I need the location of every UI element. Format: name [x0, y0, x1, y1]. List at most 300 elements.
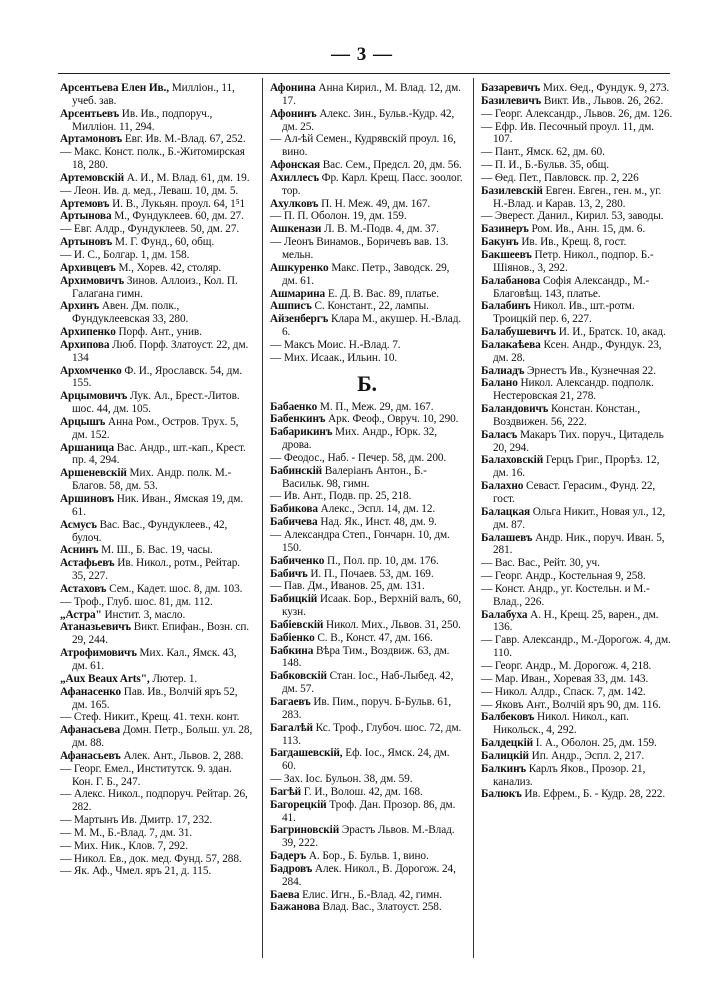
entry-details: — Макс. Конст. полк., Б.-Житомирская 18, 280. [60, 146, 245, 172]
entry-surname: Аснинъ [60, 544, 99, 557]
entry-details: Макс. Петр., Заводск. 29, дм. 61. [282, 261, 450, 287]
entry-details: Мих. Андр. полк. М.-Благов. 58, дм. 53. [72, 467, 232, 493]
entry-details: Кс. Троф., Глубоч. шос. 72, дм. 113. [282, 721, 462, 747]
directory-entry [60, 673, 254, 686]
directory-entry [270, 747, 464, 773]
directory-entry [481, 686, 675, 699]
directory-entry [270, 490, 464, 503]
entry-details: Алек. Ант., Львов. 2, 288. [120, 749, 244, 762]
directory-entry [481, 570, 675, 583]
entry-surname: Бабаенко [270, 400, 318, 413]
directory-entry [481, 788, 675, 801]
entry-surname: Балаховскiй [481, 454, 544, 467]
entry-details: Ник. Иван., Ямская 19, дм. 61. [72, 493, 244, 518]
directory-entry [481, 403, 675, 429]
entry-details: — Георг. Емел., Институтск. 9. здан. Кон. Г. Б., 247. [60, 762, 232, 788]
entry-details: — Пав. Дм., Иванов. 25, дм. 131. [270, 580, 425, 593]
directory-entry [60, 172, 254, 185]
entry-details: Вѣра Тим., Воздвиж. 63, дм. 148. [282, 644, 450, 670]
entry-details: А. Бор., Б. Бульв. 1, вино. [306, 850, 429, 863]
entry-surname: Афонинъ [270, 107, 317, 120]
directory-entry [270, 426, 464, 452]
directory-entry [60, 416, 254, 442]
directory-entry [481, 557, 675, 570]
entry-details: Никол. Мих., Львов. 31, 250. [323, 618, 461, 631]
entry-surname: Базинеръ [481, 223, 529, 236]
entry-surname: Бажанова [270, 901, 320, 914]
directory-entry [60, 647, 254, 673]
entry-surname: Артынова [60, 210, 112, 223]
entry-surname: Балюкъ [481, 788, 522, 801]
entry-details: М. П., Меж. 29, дм. 167. [317, 400, 434, 413]
directory-entry [60, 223, 254, 236]
entry-surname: Ашписъ [270, 300, 312, 313]
entry-details: Ив. Ив., Крещ. 8, гост. [518, 236, 627, 249]
entry-surname: Балано [481, 377, 518, 390]
directory-entry [270, 901, 464, 914]
entry-surname: Бакшеевъ [481, 248, 532, 261]
entry-surname: Багорецкiй [270, 798, 327, 811]
entry-details: Евг. Ив. М.-Влад. 67, 252. [122, 133, 246, 146]
directory-entry [481, 750, 675, 763]
directory-entry [481, 583, 675, 609]
entry-details: Герцъ Григ., Прорѣз. 12, дм. 16. [493, 454, 660, 480]
entry-details: Ип. Андр., Эспл. 2, 217. [528, 749, 645, 762]
entry-details: Вас. Вас., Фундуклеев., 42, булоч. [72, 518, 228, 544]
directory-entry [481, 223, 675, 236]
entry-details: Мих. Кал., Ямск. 43, дм. 61. [72, 647, 237, 672]
directory-entry [270, 503, 464, 516]
entry-surname: Асмусъ [60, 518, 97, 531]
entry-details: Анна Кирил., М. Влад. 12, дм. 17. [282, 82, 461, 107]
entry-surname: Архипенко [60, 326, 116, 339]
entry-details: — Феодос., Наб. - Печер. 58, дм. 200. [270, 451, 447, 464]
directory-entry [270, 632, 464, 645]
column-3 [481, 82, 675, 801]
directory-entry [60, 493, 254, 519]
directory-entry [270, 580, 464, 593]
entry-details: — Зах. Iос. Бульон. 38, дм. 59. [270, 773, 413, 786]
directory-entry [60, 275, 254, 301]
entry-details: — И. С., Болгар. 1, дм. 158. [60, 248, 190, 261]
entry-surname: „Aux Beaux Arts", [60, 672, 150, 685]
directory-entry [60, 365, 254, 391]
entry-surname: Аршиновъ [60, 493, 114, 505]
entry-details: Валерiанъ Антон., Б.-Васильк. 98, гимн. [282, 464, 427, 490]
directory-entry [60, 339, 254, 365]
directory-entry [481, 763, 675, 789]
entry-details: Влад. Вас., Златоуст. 258. [319, 901, 442, 914]
entry-details: — Александра Степ., Гончарн. 10, дм. 150. [270, 529, 450, 554]
entry-details: Миллiон., 11, учеб. зав. [72, 82, 235, 107]
entry-surname: Афанасьевъ [60, 749, 121, 762]
entry-details: Эрнестъ Ив., Кузнечная 22. [524, 364, 656, 377]
entry-details: А. И., М. Влад. 61, дм. 19. [124, 171, 250, 184]
directory-entry [60, 544, 254, 557]
entry-details: И. П., Почаев. 53, дм. 169. [307, 567, 434, 580]
entry-details: I. А., Оболон. 25, дм. 159. [533, 737, 657, 750]
entry-details: — Алекс. Никол., подпоруч. Рейтар. 26, 282. [60, 788, 248, 814]
directory-entry [481, 532, 675, 558]
entry-surname: Балабушевичъ [481, 326, 556, 339]
directory-entry [481, 699, 675, 712]
entry-details: — Як. Аф., Чмел. яръ 21, д. 115. [60, 865, 212, 878]
directory-entry [60, 827, 254, 840]
entry-details: Никол. Ив., шт.-ротм. Троицкiй пер. 6, 227. [493, 300, 635, 326]
entry-details: Клара М., акушер. Н.-Влад. 6. [282, 313, 462, 339]
directory-entry [60, 840, 254, 853]
directory-entry [481, 609, 675, 635]
entry-surname: Арсентьева Елен Ив., [60, 82, 169, 94]
directory-entry [60, 300, 254, 326]
directory-entry [60, 814, 254, 827]
directory-entry [270, 465, 464, 491]
entry-surname: Арцышъ [60, 415, 106, 428]
entry-surname: Балабуха [481, 608, 528, 621]
page-number: — 3 — [331, 44, 393, 65]
directory-entry [60, 236, 254, 249]
entry-details: — Ив. Ант., Подв. пр. 25, 218. [270, 490, 412, 503]
entry-details: Анна Ром., Остров. Трух. 5, дм. 152. [72, 415, 239, 441]
column-divider [262, 78, 263, 958]
entry-surname: Афонская [270, 159, 321, 172]
entry-details: Констан. Констан., Воздвижен. 56, 222. [493, 403, 641, 428]
entry-details: Инстит. 3, масло. [101, 608, 186, 621]
entry-details: Еф. Iос., Ямск. 24, дм. 60. [282, 747, 450, 773]
entry-details: П. Н. Меж. 49, дм. 167. [318, 197, 431, 210]
directory-entry [270, 133, 464, 159]
directory-entry [60, 557, 254, 583]
section-letter: Б. [357, 370, 377, 396]
directory-entry [60, 467, 254, 493]
entry-surname: Багѣй [270, 785, 302, 798]
entry-surname: Астаховъ [60, 582, 107, 595]
entry-details: М., Фундуклеев. 60, дм. 27. [111, 210, 244, 223]
directory-entry [60, 788, 254, 814]
directory-entry [481, 634, 675, 660]
entry-details: Викт. Епифан., Возн. сп. 29, 244. [72, 621, 250, 647]
entry-details: П., Пол. пр. 10, дм. 176. [324, 554, 439, 567]
directory-entry [270, 288, 464, 301]
entry-surname: Архинъ [60, 300, 100, 313]
entry-surname: Бабичъ [270, 567, 308, 580]
entry-details: Макаръ Тих. поруч., Цитадель 20, 294. [493, 428, 664, 454]
directory-entry [60, 596, 254, 609]
entry-details: Авен. Дм. полк., Фундуклеевская 33, 280. [72, 300, 189, 326]
entry-surname: Бабiевскiй [270, 618, 324, 631]
entry-surname: Бабичева [270, 516, 318, 529]
entry-surname: Балабанова [481, 274, 541, 287]
entry-surname: Айзенбергъ [270, 313, 329, 326]
directory-entry [270, 722, 464, 748]
directory-entry [60, 724, 254, 750]
entry-surname: Бабарикинъ [270, 426, 333, 439]
directory-entry [60, 609, 254, 622]
entry-details: — П. И., Б.-Бульв. 35, общ. [481, 159, 609, 172]
entry-details: С. Констант., 22, лампы. [311, 300, 429, 313]
entry-details: — М. М., Б.-Влад. 7, дм. 31. [60, 826, 193, 839]
entry-surname: Багдашевскiй, [270, 747, 343, 760]
directory-entry [60, 133, 254, 146]
entry-details: — Стеф. Никит., Крещ. 41. техн. конт. [60, 711, 240, 724]
directory-entry [60, 583, 254, 596]
directory-entry [60, 711, 254, 724]
entry-surname: Балдецкiй [481, 737, 534, 750]
entry-surname: „Астра" [60, 608, 102, 621]
directory-entry [481, 506, 675, 532]
entry-surname: Балакаѣева [481, 338, 541, 351]
directory-entry [60, 442, 254, 468]
entry-surname: Балкинъ [481, 762, 526, 775]
directory-entry [270, 824, 464, 850]
directory-entry [270, 339, 464, 352]
entry-surname: Бабиченко [270, 554, 325, 567]
entry-details: Арк. Феоф., Овруч. 10, 290. [325, 413, 459, 426]
entry-surname: Бакунъ [481, 236, 519, 249]
directory-entry [60, 763, 254, 789]
entry-details: Елис. Игн., Б.-Влад. 42, гимн. [299, 888, 442, 901]
entry-surname: Баласъ [481, 428, 518, 441]
directory-entry [481, 300, 675, 326]
directory-entry [481, 339, 675, 365]
entry-surname: Бабкина [270, 644, 314, 657]
entry-details: Алекс. Зин., Бульв.-Кудр. 42, дм. 25. [282, 107, 455, 133]
entry-details: Порф. Ант., унив. [115, 326, 202, 339]
entry-details: Андр. Ник., поруч. Иван. 5, 281. [493, 531, 665, 557]
entry-details: — Мих. Исаак., Ильин. 10. [270, 351, 398, 364]
directory-entry [60, 519, 254, 545]
entry-details: Л. В. М.-Подв. 4, дм. 37. [321, 223, 439, 236]
entry-details: — Троф., Глуб. шос. 81, дм. 112. [60, 595, 213, 608]
directory-entry [481, 95, 675, 108]
entry-surname: Ахиллесъ [270, 171, 319, 184]
entry-surname: Балбековъ [481, 711, 535, 724]
entry-surname: Ахулковъ [270, 197, 319, 210]
entry-surname: Базаревичъ [481, 82, 541, 94]
entry-details: — Ефр. Ив. Песочный проул. 11, дм. 107. [481, 120, 654, 146]
entry-details: Зинов. Аллоиз., Кол. П. Галагана гимн. [72, 274, 238, 300]
entry-details: Мих. Андр., Юрк. 32, дрова. [282, 426, 438, 452]
entry-details: Над. Як., Инст. 48, дм. 9. [317, 516, 437, 529]
directory-entry [270, 210, 464, 223]
directory-entry [481, 275, 675, 301]
directory-entry [270, 82, 464, 108]
entry-surname: Афонина [270, 82, 316, 94]
entry-details: Стан. Iос., Наб-Лыбед. 42, дм. 57. [282, 670, 454, 696]
directory-entry [481, 210, 675, 223]
column-1 [60, 82, 254, 878]
entry-details: Севаст. Герасим., Фунд. 22, гост. [493, 480, 656, 505]
entry-details: Сем., Кадет. шос. 8, дм. 103. [106, 582, 243, 595]
entry-details: Ив. Никол., ротм., Рейтар. 35, 227. [72, 557, 241, 583]
directory-entry [270, 108, 464, 134]
entry-surname: Атаназьевичъ [60, 621, 131, 634]
entry-surname: Артамоновъ [60, 133, 123, 146]
entry-details: Фр. Карл. Крещ. Пасс. зоолог. тор. [282, 171, 463, 197]
entry-details: — Ѳед. Пет., Павловск. пр. 2, 226 [481, 171, 639, 184]
directory-entry [270, 452, 464, 465]
entry-surname: Бабiенко [270, 631, 315, 644]
entry-surname: Багриновскiй [270, 824, 340, 837]
entry-details: Пав. Ив., Волчiй яръ 52, дм. 165. [72, 685, 238, 711]
entry-details: Ив. Пим., поруч. Б-Бульв. 61, 283. [282, 695, 452, 721]
directory-entry [270, 619, 464, 632]
directory-entry [60, 185, 254, 198]
entry-surname: Багалѣй [270, 721, 313, 734]
entry-surname: Афанасьева [60, 724, 121, 737]
directory-entry [481, 737, 675, 750]
entry-surname: Астафьевъ [60, 557, 115, 570]
entry-surname: Ашмарина [270, 287, 326, 300]
directory-entry [270, 401, 464, 414]
directory-entry [60, 108, 254, 134]
entry-details: Е. Д. В. Вас. 89, платье. [325, 287, 439, 300]
directory-entry [270, 300, 464, 313]
entry-surname: Бабинскiй [270, 464, 323, 477]
entry-details: — Евг. Алдр., Фундуклеев. 50, дм. 27. [60, 223, 240, 236]
directory-entry [481, 660, 675, 673]
directory-entry [270, 159, 464, 172]
directory-entry [60, 146, 254, 172]
entry-details: Исаак. Бор., Верхнiй валъ, 60, кузн. [282, 593, 462, 619]
entry-details: Домн. Петр., Больш. ул. 28, дм. 88. [72, 724, 253, 750]
entry-surname: Бабикова [270, 503, 318, 516]
directory-entry [60, 390, 254, 416]
directory-entry [481, 454, 675, 480]
column-2 [270, 82, 464, 914]
directory-entry [270, 413, 464, 426]
entry-surname: Атрофимовичъ [60, 647, 137, 660]
directory-entry [481, 429, 675, 455]
entry-surname: Балашевъ [481, 531, 533, 544]
entry-details: — Георг. Андр., Костельная 9, 258. [481, 570, 646, 583]
directory-entry [60, 750, 254, 763]
entry-surname: Арсентьевъ [60, 107, 120, 120]
entry-details: Карлъ Яков., Прозор. 21, канализ. [493, 762, 646, 788]
entry-details: Ольга Никит., Новая ул., 12, дм. 87. [493, 505, 666, 531]
entry-surname: Афанасенко [60, 685, 122, 698]
directory-entry [481, 365, 675, 378]
entry-surname: Балиадъ [481, 364, 525, 377]
directory-entry [270, 593, 464, 619]
entry-details: Мих. Ѳед., Фундук. 9, 273. [540, 82, 670, 94]
directory-entry [270, 555, 464, 568]
directory-entry [270, 645, 464, 671]
entry-surname: Баландовичъ [481, 403, 549, 416]
directory-entry [481, 146, 675, 159]
directory-entry [481, 185, 675, 211]
entry-details: — Никол. Ев., док. мед. Фунд. 57, 288. [60, 852, 242, 865]
entry-details: — Леонъ Винамов., Боричевъ вав. 13. мельн. [270, 236, 449, 261]
directory-entry [481, 108, 675, 121]
entry-surname: Бадеръ [270, 850, 307, 863]
directory-entry [60, 865, 254, 878]
directory-entry [270, 236, 464, 262]
entry-surname: Базилевскiй [481, 184, 543, 197]
entry-details: — Эверест. Данил., Кирил. 53, заводы. [481, 210, 664, 223]
directory-entry [60, 262, 254, 275]
entry-details: Никол. Александр. подполк. Нестеровская 21, 278. [493, 377, 654, 403]
directory-entry [270, 670, 464, 696]
directory-entry [270, 786, 464, 799]
entry-details: Лук. Ал., Брест.-Литов. шос. 44, дм. 105. [72, 390, 240, 416]
directory-entry [481, 82, 675, 95]
entry-surname: Архипова [60, 338, 110, 351]
directory-entry [270, 262, 464, 288]
entry-details: Петр. Никол., подпор. Б.-Шiянов., 3, 292. [493, 248, 654, 274]
entry-surname: Ашкенази [270, 223, 322, 236]
directory-entry [481, 172, 675, 185]
entry-details: — Яковъ Ант., Волчiй яръ 90, дм. 116. [481, 698, 661, 711]
entry-surname: Багаевъ [270, 695, 311, 708]
directory-entry [60, 686, 254, 712]
entry-details: Люб. Порф. Златоуст. 22, дм. 134 [72, 338, 249, 364]
entry-surname: Архивцевъ [60, 261, 116, 274]
entry-surname: Балахно [481, 480, 524, 493]
entry-details: М., Хорев. 42, столяр. [115, 261, 222, 274]
entry-details: Вас. Сем., Предсл. 20, дм. 56. [320, 159, 462, 172]
entry-surname: Архомченко [60, 364, 122, 377]
entry-surname: Базилевичъ [481, 94, 542, 107]
directory-entry [270, 223, 464, 236]
entry-details: — Никол. Алдр., Спаск. 7, дм. 142. [481, 685, 646, 698]
entry-details: А. Н., Крещ. 25, варен., дм. 136. [493, 608, 659, 634]
entry-surname: Аршеневскiй [60, 467, 127, 480]
directory-entry [270, 516, 464, 529]
directory-entry [60, 198, 254, 211]
entry-details: Эрастъ Львов. М.-Влад. 39, 222. [282, 824, 455, 850]
directory-entry [481, 121, 675, 147]
directory-entry [270, 529, 464, 555]
directory-entry [60, 853, 254, 866]
entry-details: — П. П. Оболон. 19, дм. 159. [270, 210, 407, 223]
entry-details: — Пант., Ямск. 62, дм. 60. [481, 146, 605, 159]
column-divider [473, 78, 474, 958]
entry-details: — Ал-ѣй Семен., Кудрявскiй проул. 16, вино. [270, 133, 456, 159]
directory-entry [481, 326, 675, 339]
entry-details: — Конст. Андр., уг. Костельн. и М.-Влад., 226. [481, 582, 650, 608]
entry-details: Ксен. Андр., Фундук. 23, дм. 28. [493, 338, 662, 364]
entry-details: — Мартынъ Ив. Дмитр. 17, 232. [60, 814, 213, 827]
entry-details: — Мар. Иван., Хоревая 33, дм. 143. [481, 672, 649, 685]
entry-surname: Балицкiй [481, 749, 529, 762]
entry-surname: Артемовъ [60, 197, 110, 210]
entry-details: И. В., Лукьян. проул. 64, 1⁵1 [109, 197, 246, 210]
directory-entry [60, 621, 254, 647]
directory-entry [60, 210, 254, 223]
entry-details: — Леон. Ив. д. мед., Леваш. 10, дм. 5. [60, 184, 239, 197]
directory-entry [270, 313, 464, 339]
entry-details: С. В., Конст. 47, дм. 166. [314, 631, 433, 644]
directory-entry [270, 773, 464, 786]
entry-surname: Артыновъ [60, 236, 113, 249]
entry-details: М. Ш., Б. Вас. 19, часы. [98, 544, 213, 557]
directory-entry [481, 236, 675, 249]
directory-entry [60, 249, 254, 262]
entry-details: — Георг. Андр., М. Дорогож. 4, 218. [481, 659, 652, 672]
directory-entry [270, 850, 464, 863]
directory-entry [60, 326, 254, 339]
entry-surname: Бабенкинъ [270, 413, 326, 426]
entry-details: Ф. И., Ярославск. 54, дм. 155. [72, 364, 242, 390]
directory-entry [60, 82, 254, 108]
entry-details: М. Г. Фунд., 60, общ. [112, 236, 215, 249]
entry-details: Лютер. 1. [149, 672, 198, 685]
directory-entry [481, 159, 675, 172]
entry-surname: Ашкуренко [270, 261, 329, 274]
entry-surname: Артемовскiй [60, 171, 125, 184]
entry-surname: Балабинъ [481, 300, 531, 313]
